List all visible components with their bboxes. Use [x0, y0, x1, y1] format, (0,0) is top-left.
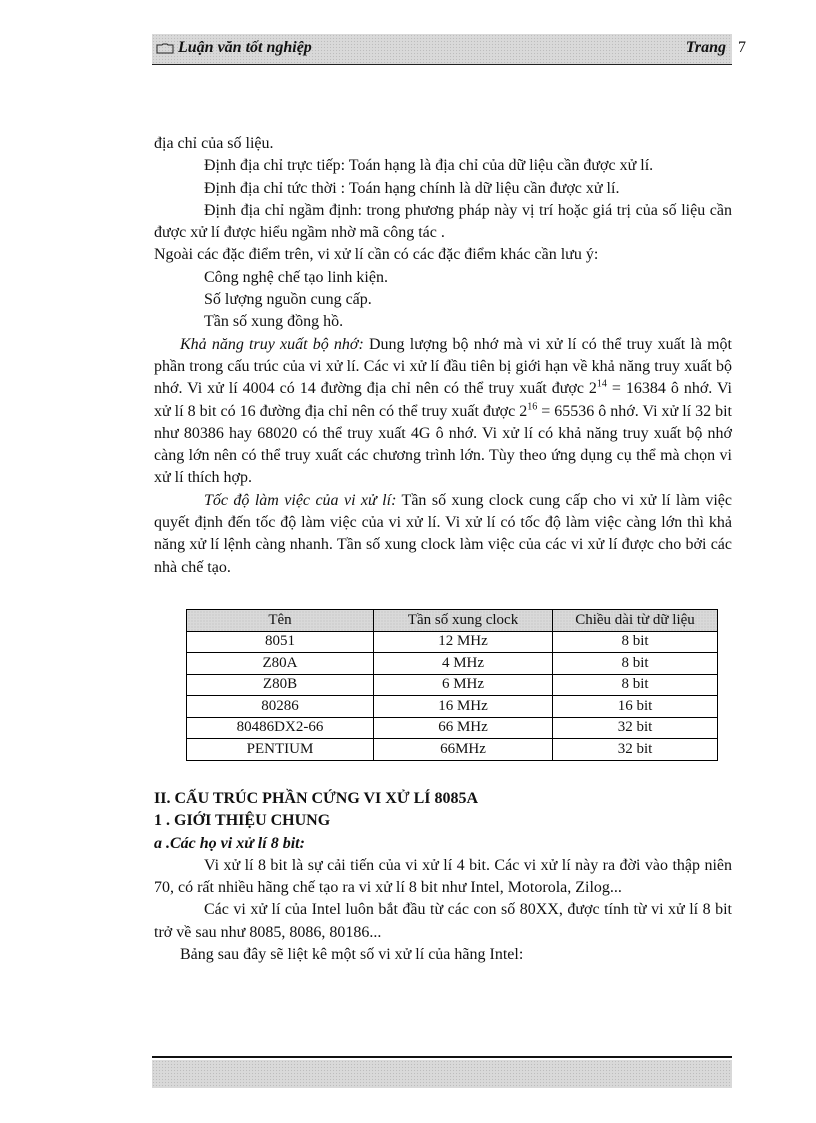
- table-header-row: [187, 610, 718, 632]
- paragraph: Ngoài các đặc điểm trên, vi xử lí cần có các đặc điểm khác cần lưu ý:: [154, 246, 599, 264]
- paragraph: Định địa chỉ ngầm định: trong phương pháp này vị trí hoặc giá trị của số liệu cần được xử lí được hiểu ngầm nhờ mã công tác .: [154, 201, 732, 242]
- table-cell: 32 bit: [553, 717, 718, 739]
- table-cell: 80486DX2-66: [187, 717, 374, 739]
- table-cell: 8 bit: [553, 674, 718, 696]
- column-header: Chiều dài từ dữ liệu: [553, 610, 718, 632]
- folder-icon: [156, 43, 174, 54]
- table-cell: 8 bit: [553, 631, 718, 653]
- footer-divider: [152, 1056, 732, 1058]
- header-title: Luận văn tốt nghiệp: [178, 39, 312, 56]
- paragraph: Vi xử lí 8 bit là sự cải tiến của vi xử lí 4 bit. Các vi xử lí này ra đời vào thập niên 70, có rất nhiều hãng chế tạo ra vi xử lí 8 bit như Intel, Motorola, Zilog...: [154, 856, 732, 897]
- paragraph: Bảng sau đây sẽ liệt kê một số vi xử lí của hãng Intel:: [180, 946, 524, 964]
- table-cell: 32 bit: [553, 739, 718, 761]
- page-header: [152, 34, 732, 65]
- header-trang-label: Trang: [685, 39, 726, 56]
- paragraph: địa chỉ của số liệu.: [154, 135, 274, 152]
- table-cell: 8051: [187, 631, 374, 653]
- table-row: [187, 739, 718, 761]
- section-hardware: [154, 788, 732, 966]
- table-row: [187, 717, 718, 739]
- page-number: 7: [738, 39, 746, 56]
- section-heading: II. CẤU TRÚC PHẦN CỨNG VI XỬ LÍ 8085A: [154, 790, 479, 807]
- table-cell: Z80A: [187, 653, 374, 675]
- table-cell: 4 MHz: [374, 653, 553, 675]
- paragraph: Định địa chỉ trực tiếp: Toán hạng là địa chỉ của dữ liệu cần được xử lí.: [204, 157, 654, 175]
- paragraph-speed: Tốc độ làm việc của vi xử lí: Tần số xung clock cung cấp cho vi xử lí làm việc quyết định đến tốc độ làm việc của vi xử lí. Vi xử lí có tốc độ làm việc càng lớn thì khả năng xử lí lệnh càng nhanh. Tần số xung clock làm việc của các vi xử lí được cho bởi các nhà chế tạo.: [154, 491, 732, 576]
- column-header: Tần số xung clock: [374, 610, 553, 632]
- table-row: [187, 696, 718, 718]
- table-row: [187, 674, 718, 696]
- subsubsection-heading: a .Các họ vi xử lí 8 bit:: [154, 834, 305, 852]
- table-cell: 12 MHz: [374, 631, 553, 653]
- table-row: [187, 631, 718, 653]
- table-cell: 6 MHz: [374, 674, 553, 696]
- table-cell: 16 MHz: [374, 696, 553, 718]
- table-cell: 80286: [187, 696, 374, 718]
- term: Khả năng truy xuất bộ nhớ:: [180, 335, 364, 353]
- table-cell: 66 MHz: [374, 717, 553, 739]
- table-cell: 16 bit: [553, 696, 718, 718]
- cpu-table: [186, 609, 718, 761]
- list-item: Số lượng nguồn cung cấp.: [204, 291, 372, 309]
- list-item: Tần số xung đồng hồ.: [204, 313, 344, 331]
- paragraph: Định địa chỉ tức thời : Toán hạng chính là dữ liệu cần được xử lí.: [204, 179, 620, 197]
- body-text: [154, 133, 732, 579]
- paragraph-memory-access: Khả năng truy xuất bộ nhớ: Dung lượng bộ nhớ mà vi xử lí có thể truy xuất là một phần trong cấu trúc của vi xử lí. Các vi xử lí đầu tiên bị giới hạn về khả năng truy xuất bộ nhớ. Vi xử lí 4004 có 14 đường địa chỉ nên có thể truy xuất được $2^{14} = 16384$ ô nhớ. Vi xử lí 8 bit có 16 đường địa chỉ nên có thể truy xuất được $2^{16} = 65536$ ô nhớ. Vi xử lí 32 bit như 80386 hay 68020 có thể truy xuất 4G ô nhớ. Vi xử lí có khả năng truy xuất bộ nhớ càng lớn nên có thể truy xuất các chương trình lớn. Tùy theo ứng dụng cụ thể mà chọn vi xử lí thích hợp.: [154, 335, 733, 487]
- subsection-heading: 1 . GIỚI THIỆU CHUNG: [154, 812, 331, 830]
- page-footer: [152, 1060, 732, 1088]
- list-item: Công nghệ chế tạo linh kiện.: [204, 268, 388, 286]
- table-cell: 66MHz: [374, 739, 553, 761]
- table-cell: PENTIUM: [187, 739, 374, 761]
- table-cell: 8 bit: [553, 653, 718, 675]
- paragraph: Các vi xử lí của Intel luôn bắt đầu từ các con số 80XX, được tính từ vi xử lí 8 bit trở về sau như 8085, 8086, 80186...: [154, 901, 732, 941]
- term: Tốc độ làm việc của vi xử lí:: [204, 491, 397, 509]
- table-cell: Z80B: [187, 674, 374, 696]
- table-row: [187, 653, 718, 675]
- column-header: Tên: [187, 610, 374, 632]
